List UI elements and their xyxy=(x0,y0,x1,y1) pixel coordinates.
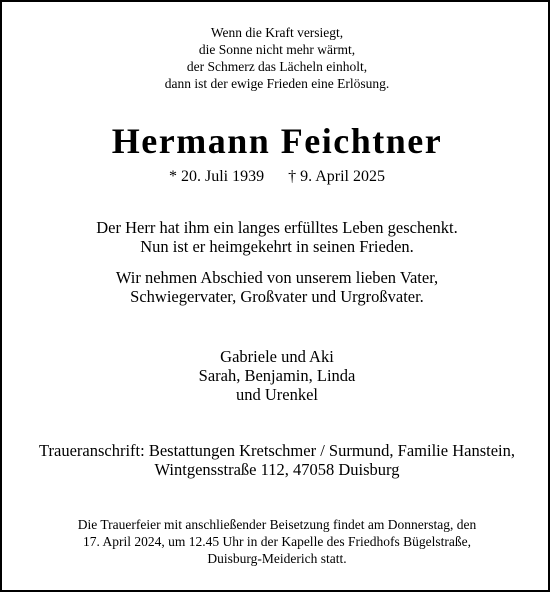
poem-line: der Schmerz das Lächeln einholt, xyxy=(186,59,368,74)
poem-line: Wenn die Kraft versiegt, xyxy=(210,25,344,40)
farewell-statement xyxy=(2,268,550,306)
family-signature xyxy=(2,347,550,404)
family-line: Gabriele und Aki xyxy=(220,347,334,366)
family-line: und Urenkel xyxy=(235,385,319,404)
address-line: Wintgensstraße 112, 47058 Duisburg xyxy=(154,460,400,479)
faith-statement xyxy=(2,218,550,256)
funeral-line: Die Trauerfeier mit anschließender Beisetzung findet am Donnerstag, den xyxy=(77,517,477,532)
birth-date: * 20. Juli 1939 xyxy=(168,168,265,185)
mourning-address xyxy=(2,441,550,479)
statement-line: Der Herr hat ihm ein langes erfülltes Leben geschenkt. xyxy=(96,218,458,237)
funeral-line: 17. April 2024, um 12.45 Uhr in der Kapelle des Friedhofs Bügelstraße, xyxy=(82,534,472,549)
statement-line: Wir nehmen Abschied von unserem lieben Vater, xyxy=(115,268,439,287)
death-date: † 9. April 2025 xyxy=(288,168,385,185)
family-line: Sarah, Benjamin, Linda xyxy=(198,366,356,385)
statement-line: Nun ist er heimgekehrt in seinen Frieden. xyxy=(140,237,414,256)
statement-line: Schwiegervater, Großvater und Urgroßvater. xyxy=(130,287,424,306)
funeral-info xyxy=(2,516,550,567)
deceased-name: Hermann Feichtner xyxy=(111,121,443,161)
life-dates xyxy=(2,167,550,187)
poem xyxy=(2,24,550,92)
address-line: Traueranschrift: Bestattungen Kretschmer / Surmund, Familie Hanstein, xyxy=(39,441,515,460)
poem-line: die Sonne nicht mehr wärmt, xyxy=(198,42,356,57)
funeral-line: Duisburg-Meiderich statt. xyxy=(207,551,347,566)
poem-line: dann ist der ewige Frieden eine Erlösung. xyxy=(164,76,390,91)
